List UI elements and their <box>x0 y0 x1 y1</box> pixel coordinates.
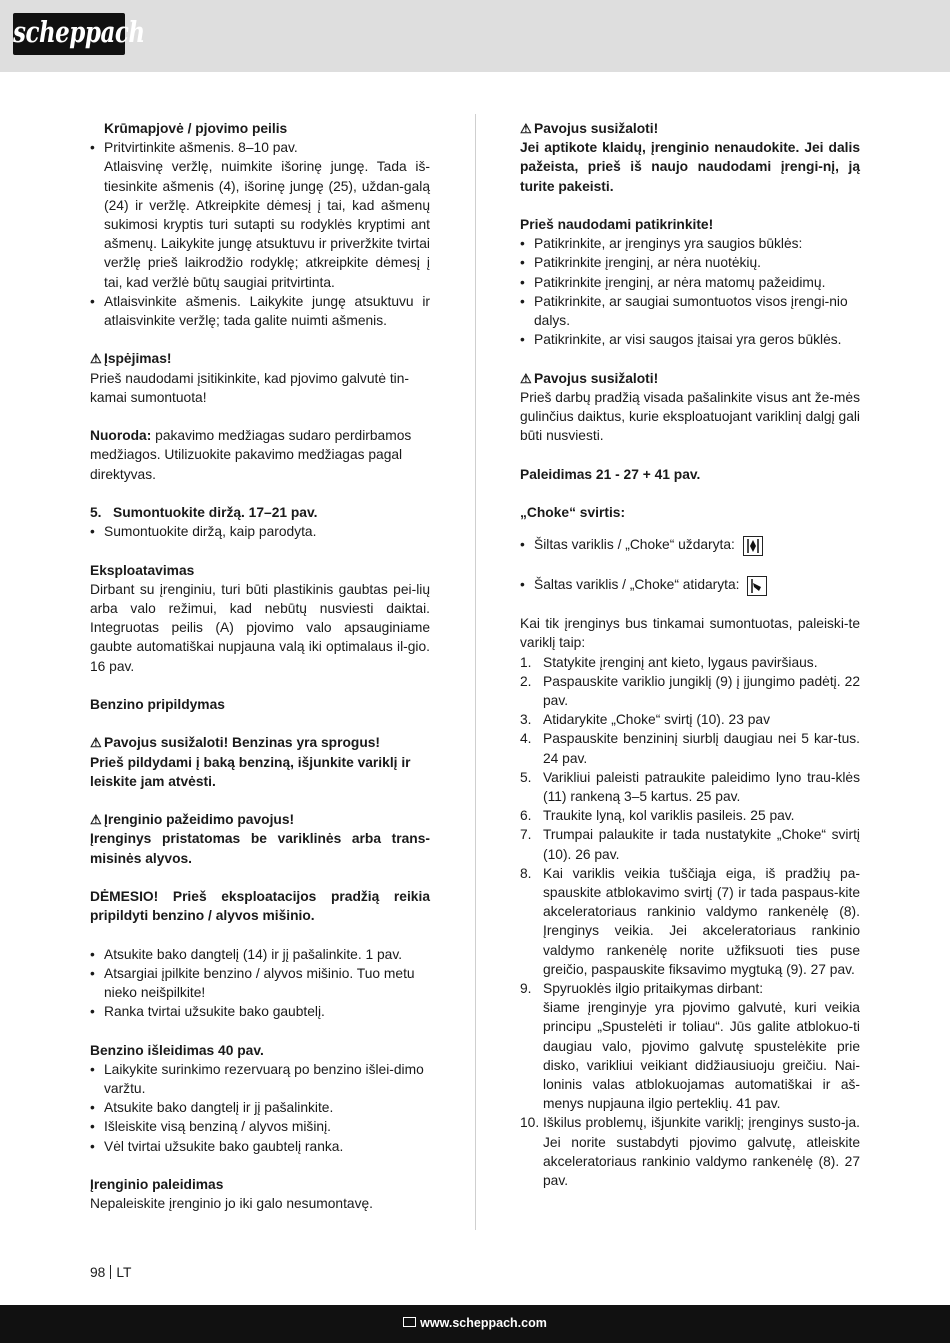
step-item: 10. Iškilus problemų, išjunkite variklį; įrenginys susto-ja. Jei norite sustabdyti pjovimo galvutę, atleiskite akceleratoriaus rankinio valdymo rankenėlę (8). 27 pav. <box>520 1115 860 1189</box>
startup-heading: Paleidimas 21 - 27 + 41 pav. <box>520 466 701 482</box>
scheppach-logo <box>13 13 145 55</box>
bullet-icon: • <box>90 524 95 540</box>
danger-body: Prieš darbų pradžią visada pašalinkite visus ant že-mės gulinčius daiktus, kurie eksploatuojant variklinį dalgį gali būti nusviesti. <box>520 389 860 444</box>
list-item: • Sumontuokite diržą, kaip parodyta. <box>90 522 430 541</box>
fuel-heading: Benzino pripildymas <box>90 697 225 713</box>
list-item: • Patikrinkite įrenginį, ar nėra nuotėkių. <box>520 253 860 272</box>
bullet-icon: • <box>90 1004 95 1020</box>
left-column <box>90 119 430 1213</box>
start-heading: Įrenginio paleidimas <box>90 1177 224 1192</box>
damage-warning-title: ⚠ Įrenginio pažeidimo pavojus! <box>90 810 430 829</box>
note-paragraph: Nuoroda: pakavimo medžiagas sudaro perdirbamos medžiagos. Utilizuokite pakavimo medžiagas pagal direktyvas. <box>90 428 412 482</box>
attention-note: DĖMESIO! Prieš eksploatacijos pradžią reikia pripildyti benzino / alyvos mišinio. <box>90 889 430 924</box>
bullet-icon: • <box>520 293 525 309</box>
choke-closed-icon <box>743 536 763 556</box>
choke-open-icon <box>747 576 767 596</box>
step9-body: šiame įrenginyje yra pjovimo galvutė, kuri veikia principu „Spustelėti ir toliau“. Jūs galite atblokuo-ti daugiau valo, pjovimo galvutę spustelėkite prie disko, varikliui veikiant didžiausiuoju greičiu. Nai-loninis valas atblokuojamas automatiškai ir aš-menys nupjauna ilgio perteklių. 41 pav. <box>543 1000 860 1112</box>
warning-triangle-icon: ⚠ <box>90 351 102 367</box>
brush-heading: Krūmapjovė / pjovimo peilis <box>104 121 288 136</box>
list-item: • Ranka tvirtai užsukite bako gaubtelį. <box>90 1002 430 1021</box>
warning-triangle-icon: ⚠ <box>520 121 532 136</box>
bullet-icon: • <box>90 140 95 156</box>
list-item: • Patikrinkite, ar visi saugos įtaisai yra geros būklės. <box>520 330 860 349</box>
step-item: 3. Atidarykite „Choke“ svirtį (10). 23 pav <box>520 712 770 728</box>
warning-triangle-icon: ⚠ <box>90 812 102 828</box>
header-band <box>0 0 950 72</box>
choke-warm-item: • Šiltas variklis / „Choke“ uždaryta: <box>520 533 860 557</box>
list-item: • Vėl tvirtai užsukite bako gaubtelį ranka. <box>90 1137 430 1156</box>
warning-triangle-icon: ⚠ <box>520 370 532 386</box>
bullet-icon: • <box>520 537 525 553</box>
list-item: • Patikrinkite įrenginį, ar nėra matomų pažeidimų. <box>520 273 860 292</box>
bullet-icon: • <box>90 1100 95 1116</box>
step-item: 4. Paspauskite benzininį siurblį daugiau nei 5 kar-tus. 24 pav. <box>520 731 860 766</box>
step-item: 7. Trumpai palaukite ir tada nustatykite „Choke“ svirtį (10). 26 pav. <box>520 827 860 862</box>
right-column <box>520 119 860 1190</box>
bullet-icon: • <box>520 255 525 271</box>
bullet-icon: • <box>90 1119 95 1135</box>
bullet-icon: • <box>90 965 95 981</box>
operation-text: Dirbant su įrenginiu, turi būti plastikinis gaubtas pei-lių arba valo režimui, kad nebūtų nusviesti daiktai. Integruotas peilis (A) pjovimo valo apsauginiame gaubte automatiškai nupjauna valą iki optimalaus il-gio. 16 pav. <box>90 581 430 674</box>
list-item: • Išleiskite visą benziną / alyvos mišinį. <box>90 1117 430 1136</box>
drain-heading: Benzino išleidimas 40 pav. <box>90 1042 264 1058</box>
step-item: 6. Traukite lyną, kol variklis pasileis. 25 pav. <box>520 808 795 824</box>
column-divider <box>475 114 476 1230</box>
bullet-icon: • <box>520 236 525 252</box>
danger-body: Jei aptikote klaidų, įrenginio nenaudokite. Jei dalis pažeista, prieš iš naujo naudodami įrengi-nį, ją turite pakeisti. <box>520 140 860 194</box>
operation-heading: Eksploatavimas <box>90 562 195 578</box>
choke-heading: „Choke“ svirtis: <box>520 505 626 520</box>
list-item: • Atsukite bako dangtelį (14) ir jį pašalinkite. 1 pav. <box>90 945 430 964</box>
page-number: 98 LT <box>90 1265 132 1280</box>
list-item: • Atlaisvinkite ašmenis. Laikykite jungę atsuktuvu ir atlaisvinkite veržlę; tada galite nuimti ašmenis. <box>90 293 430 329</box>
warning-title: ⚠ Įspėjimas! <box>90 349 430 368</box>
bullet-icon: • <box>520 332 525 348</box>
step-item: 5. Varikliui paleisti patraukite paleidimo lyno trau-klės (11) rankeną 3–5 kartus. 25 pav. <box>520 769 860 805</box>
bullet-icon: • <box>90 1061 95 1077</box>
bullet-icon: • <box>90 1138 95 1154</box>
step5-heading: 5. Sumontuokite diržą. 17–21 pav. <box>90 505 318 521</box>
step-item: 8. Kai variklis veikia tuščiąja eiga, iš pradžių pa-spauskite atblokavimo svirtį (7) ir tada paspaus-kite akceleratoriaus rankinio valdymo rankenėlę (8). Įrenginys veikia. Jei akceleratoriaus rankinio valdymo rankenėlę norite užfiksuoti ties puse greičio, paspauskite fiksavimo mygtuką (9). 27 pav. <box>520 865 860 977</box>
start-text: Nepaleiskite įrenginio jo iki galo nesumontavę. <box>90 1196 373 1212</box>
brand-wordmark: scheppach <box>13 15 145 50</box>
list-item: • Patikrinkite, ar saugiai sumontuotos visos įrengi-nio dalys. <box>520 293 848 329</box>
bullet-icon: • <box>520 274 525 290</box>
step-item: 2. Paspauskite variklio jungiklį (9) į įjungimo padėtį. 22 pav. <box>520 673 860 709</box>
warning-text: Prieš naudodami įsitikinkite, kad pjovimo galvutė tin-kamai sumontuota! <box>90 370 410 405</box>
list-item: • Laikykite surinkimo rezervuarą po benzino išlei-dimo varžtu. <box>90 1061 424 1096</box>
warning-triangle-icon: ⚠ <box>90 735 102 751</box>
step-item: 1. Statykite įrenginį ant kieto, lygaus paviršiaus. <box>520 654 818 670</box>
paragraph: Atlaisvinę veržlę, nuimkite išorinę jungę. Tada iš-tiesinkite ašmenis (4), išorinę jungę (25), uždan-galą (24) ir veržlę. Atkreipkite dėmesį į tai, kad ašmenų sukimosi kryptis turi sutapti su rodyklės kryptimi ant ašmenų. Laikykite jungę atsuktuvu ir priveržkite tvirtai veržlę prieš laikrodžio rodyklę; atkreipkite dėmesį į tai, kad veržlė būtų saugiai pritvirtinta. <box>104 159 430 290</box>
fuel-warning-title: ⚠ Pavojus susižaloti! Benzinas yra sprogus! <box>90 733 430 752</box>
check-heading: Prieš naudodami patikrinkite! <box>520 217 714 232</box>
footer-band <box>0 1305 950 1343</box>
fuel-warning-body: Prieš pildydami į baką benziną, išjunkite variklį ir leiskite jam atvėsti. <box>90 754 411 789</box>
bullet-icon: • <box>90 293 95 309</box>
list-item: • Atsukite bako dangtelį ir jį pašalinkite. <box>90 1098 430 1117</box>
step-item: 9. Spyruoklės ilgio pritaikymas dirbant: šiame įrenginyje yra pjovimo galvutė, kuri veikia principu „Spustelėti ir toliau“. Jūs galite atblokuo-ti daugiau valo, pjovimo galvutę spustelėkite prie disko, varikliui veikiant didžiausiuoju greičiu. Nai-loninis valas atblokuojamas automatiškai ir aš-menys nupjauna ilgio perteklių. 41 pav. <box>520 979 860 1113</box>
bullet-icon: • <box>90 946 95 962</box>
startup-intro: Kai tik įrenginys bus tinkamai sumontuotas, paleiski-te variklį taip: <box>520 616 860 651</box>
damage-warning-body: Įrenginys pristatomas be variklinės arba trans-misinės alyvos. <box>90 831 430 866</box>
list-item: • Atsargiai įpilkite benzino / alyvos mišinio. Tuo metu nieko neišpilkite! <box>90 965 415 1000</box>
choke-cold-item: • Šaltas variklis / „Choke“ atidaryta: <box>520 573 860 597</box>
danger-title: ⚠ Pavojus susižaloti! <box>520 369 860 388</box>
bullet-icon: • <box>520 577 525 593</box>
list-item: • Pritvirtinkite ašmenis. 8–10 pav. <box>90 138 430 157</box>
danger-title: ⚠ Pavojus susižaloti! <box>520 119 860 138</box>
computer-icon <box>403 1317 416 1327</box>
list-item: • Patikrinkite, ar įrenginys yra saugios būklės: <box>520 234 860 253</box>
website-link[interactable]: www.scheppach.com <box>0 1316 950 1330</box>
